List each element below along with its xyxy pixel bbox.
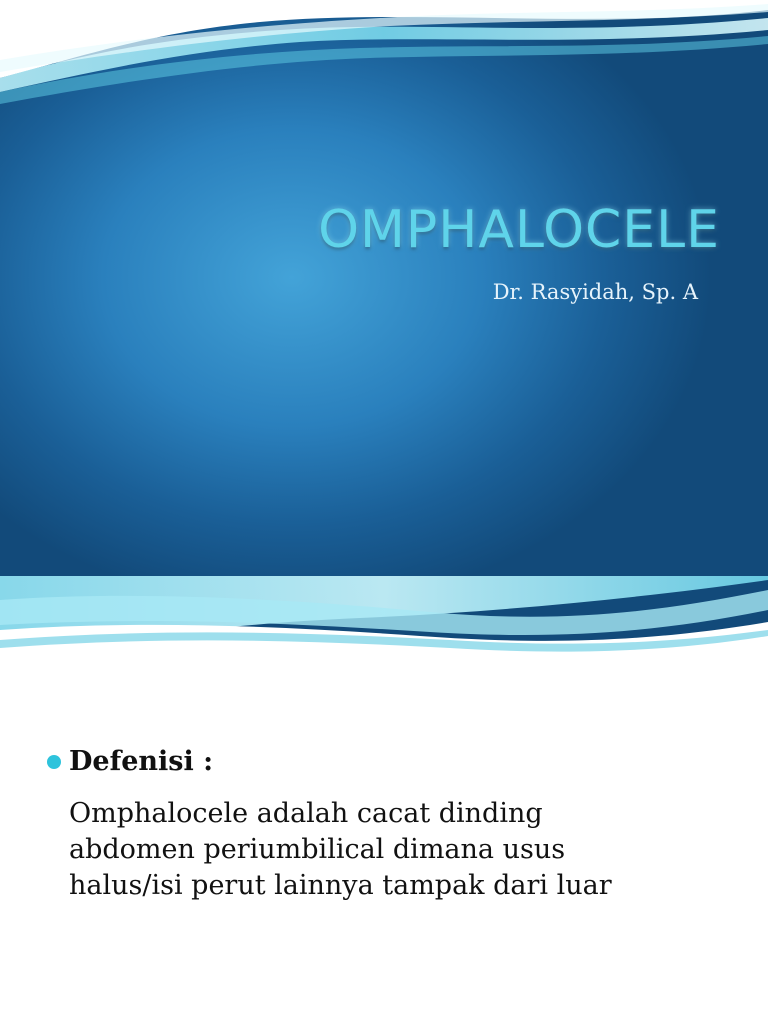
definition-line: Omphalocele adalah cacat dinding	[69, 798, 543, 829]
slide-subtitle: Dr. Rasyidah, Sp. A	[492, 280, 698, 304]
bullet-dot-icon	[47, 755, 61, 769]
bullet-heading: Defenisi :	[69, 746, 214, 777]
slide-title: OMPHALOCELE	[318, 200, 720, 260]
definition-line: abdomen periumbilical dimana usus	[69, 834, 566, 865]
bullet-item	[47, 746, 213, 777]
definition-text	[69, 796, 729, 904]
definition-line: halus/isi perut lainnya tampak dari luar	[69, 870, 612, 901]
content-slide	[0, 661, 768, 1024]
